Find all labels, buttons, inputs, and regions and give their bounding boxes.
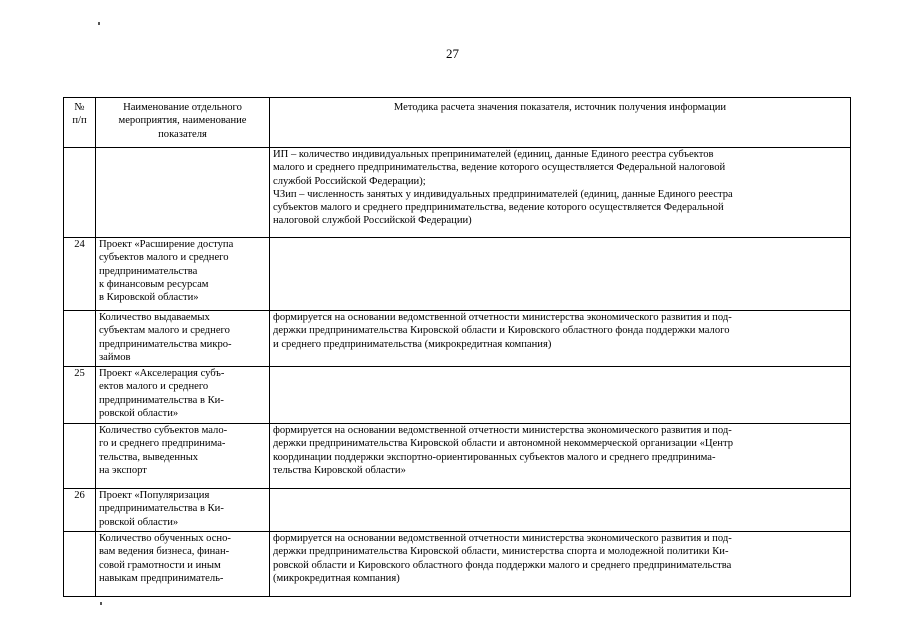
header-line: мероприятия, наименование xyxy=(118,115,247,127)
header-line: Наименование отдельного xyxy=(123,102,242,113)
name-line: предпринимательства микро- xyxy=(99,338,232,350)
name-line: предпринимательства в Ки- xyxy=(99,394,224,406)
name-line: Проект «Акселерация субъ- xyxy=(99,368,225,379)
row-num: 25 xyxy=(64,367,96,424)
name-line: навыкам предприниматель- xyxy=(99,572,224,584)
row-num xyxy=(64,532,96,597)
row-name xyxy=(96,367,270,424)
header-name xyxy=(96,98,270,148)
name-line: Количество выдаваемых xyxy=(99,312,210,323)
header-line: показателя xyxy=(158,128,207,140)
header-line: Методика расчета значения показателя, источник получения информации xyxy=(393,102,727,113)
indicators-table xyxy=(63,97,851,597)
name-line: предпринимательства в Ки- xyxy=(99,503,224,515)
row-num xyxy=(64,148,96,238)
method-line: службой Российской Федерации); xyxy=(273,175,426,187)
table-row xyxy=(64,424,851,489)
table-row xyxy=(64,148,851,238)
method-line: малого и среднего предпринимательства, ведение которого осуществляется Федеральной налоговой xyxy=(273,162,726,174)
method-line: держки предпринимательства Кировской области и Кировского областного фонда поддержки малого xyxy=(273,325,730,337)
row-name xyxy=(96,489,270,532)
row-name xyxy=(96,148,270,238)
name-line: на экспорт xyxy=(99,464,147,476)
table-header-row xyxy=(64,98,851,148)
row-method xyxy=(270,424,851,489)
method-line: ровской области и Кировского областного фонда поддержки малого и среднего предпринимательства xyxy=(273,559,732,571)
row-num xyxy=(64,311,96,367)
table-row xyxy=(64,489,851,532)
method-line: и среднего предпринимательства (микрокредитная компания) xyxy=(273,338,552,350)
table-row xyxy=(64,311,851,367)
name-line: совой грамотности и иным xyxy=(99,559,221,571)
table-row xyxy=(64,367,851,424)
method-line: формируется на основании ведомственной отчетности министерства экономического развития и под- xyxy=(273,533,732,544)
header-line: п/п xyxy=(72,115,87,127)
method-line: держки предпринимательства Кировской области, министерства спорта и молодежной политики Ки- xyxy=(273,546,729,558)
name-line: ровской области» xyxy=(99,407,179,419)
method-line: держки предпринимательства Кировской области и автономной некоммерческой организации «Центр xyxy=(273,438,734,450)
row-name xyxy=(96,532,270,597)
name-line: го и среднего предпринима- xyxy=(99,438,226,450)
method-line: формируется на основании ведомственной отчетности министерства экономического развития и под- xyxy=(273,425,732,436)
name-line: займов xyxy=(99,351,131,363)
method-line: субъектов малого и среднего предпринимательства, ведение которого осуществляется Федеральной xyxy=(273,202,724,214)
row-method xyxy=(270,148,851,238)
table-row xyxy=(64,238,851,311)
name-line: к финансовым ресурсам xyxy=(99,278,209,290)
row-method xyxy=(270,367,851,424)
page-number: 27 xyxy=(446,46,459,61)
row-num: 26 xyxy=(64,489,96,532)
name-line: тельства, выведенных xyxy=(99,451,199,463)
method-line: ЧЗип – численность занятых у индивидуальных предпринимателей (единиц, данные Единого реестра xyxy=(273,188,733,200)
row-name xyxy=(96,238,270,311)
name-line: Проект «Расширение доступа xyxy=(99,239,234,250)
row-method xyxy=(270,532,851,597)
name-line: субъектов малого и среднего xyxy=(99,252,229,264)
name-line: субъектам малого и среднего xyxy=(99,325,230,337)
method-line: (микрокредитная компания) xyxy=(273,572,400,584)
name-line: ровской области» xyxy=(99,516,179,528)
name-line: Количество обученных осно- xyxy=(99,533,231,544)
row-method xyxy=(270,311,851,367)
method-line: ИП – количество индивидуальных препринимателей (единиц, данные Единого реестра субъектов xyxy=(273,149,714,160)
row-method xyxy=(270,489,851,532)
method-line: формируется на основании ведомственной отчетности министерства экономического развития и под- xyxy=(273,312,732,323)
name-line: ектов малого и среднего xyxy=(99,381,209,393)
method-line: координации поддержки экспортно-ориентированных субъектов малого и среднего предпринима- xyxy=(273,451,716,463)
method-line: тельства Кировской области» xyxy=(273,464,406,476)
name-line: вам ведения бизнеса, финан- xyxy=(99,546,230,558)
table-row xyxy=(64,532,851,597)
name-line: Проект «Популяризация xyxy=(99,490,210,501)
name-line: в Кировской области» xyxy=(99,292,199,304)
scan-speck xyxy=(98,22,100,25)
row-num xyxy=(64,424,96,489)
method-line: налоговой службой Российской Федерации) xyxy=(273,215,472,227)
row-method xyxy=(270,238,851,311)
header-line: № xyxy=(74,102,85,113)
row-num: 24 xyxy=(64,238,96,311)
scan-speck xyxy=(100,602,102,605)
name-line: Количество субъектов мало- xyxy=(99,425,228,436)
name-line: предпринимательства xyxy=(99,265,198,277)
header-method xyxy=(270,98,851,148)
row-name xyxy=(96,311,270,367)
row-name xyxy=(96,424,270,489)
header-num xyxy=(64,98,96,148)
